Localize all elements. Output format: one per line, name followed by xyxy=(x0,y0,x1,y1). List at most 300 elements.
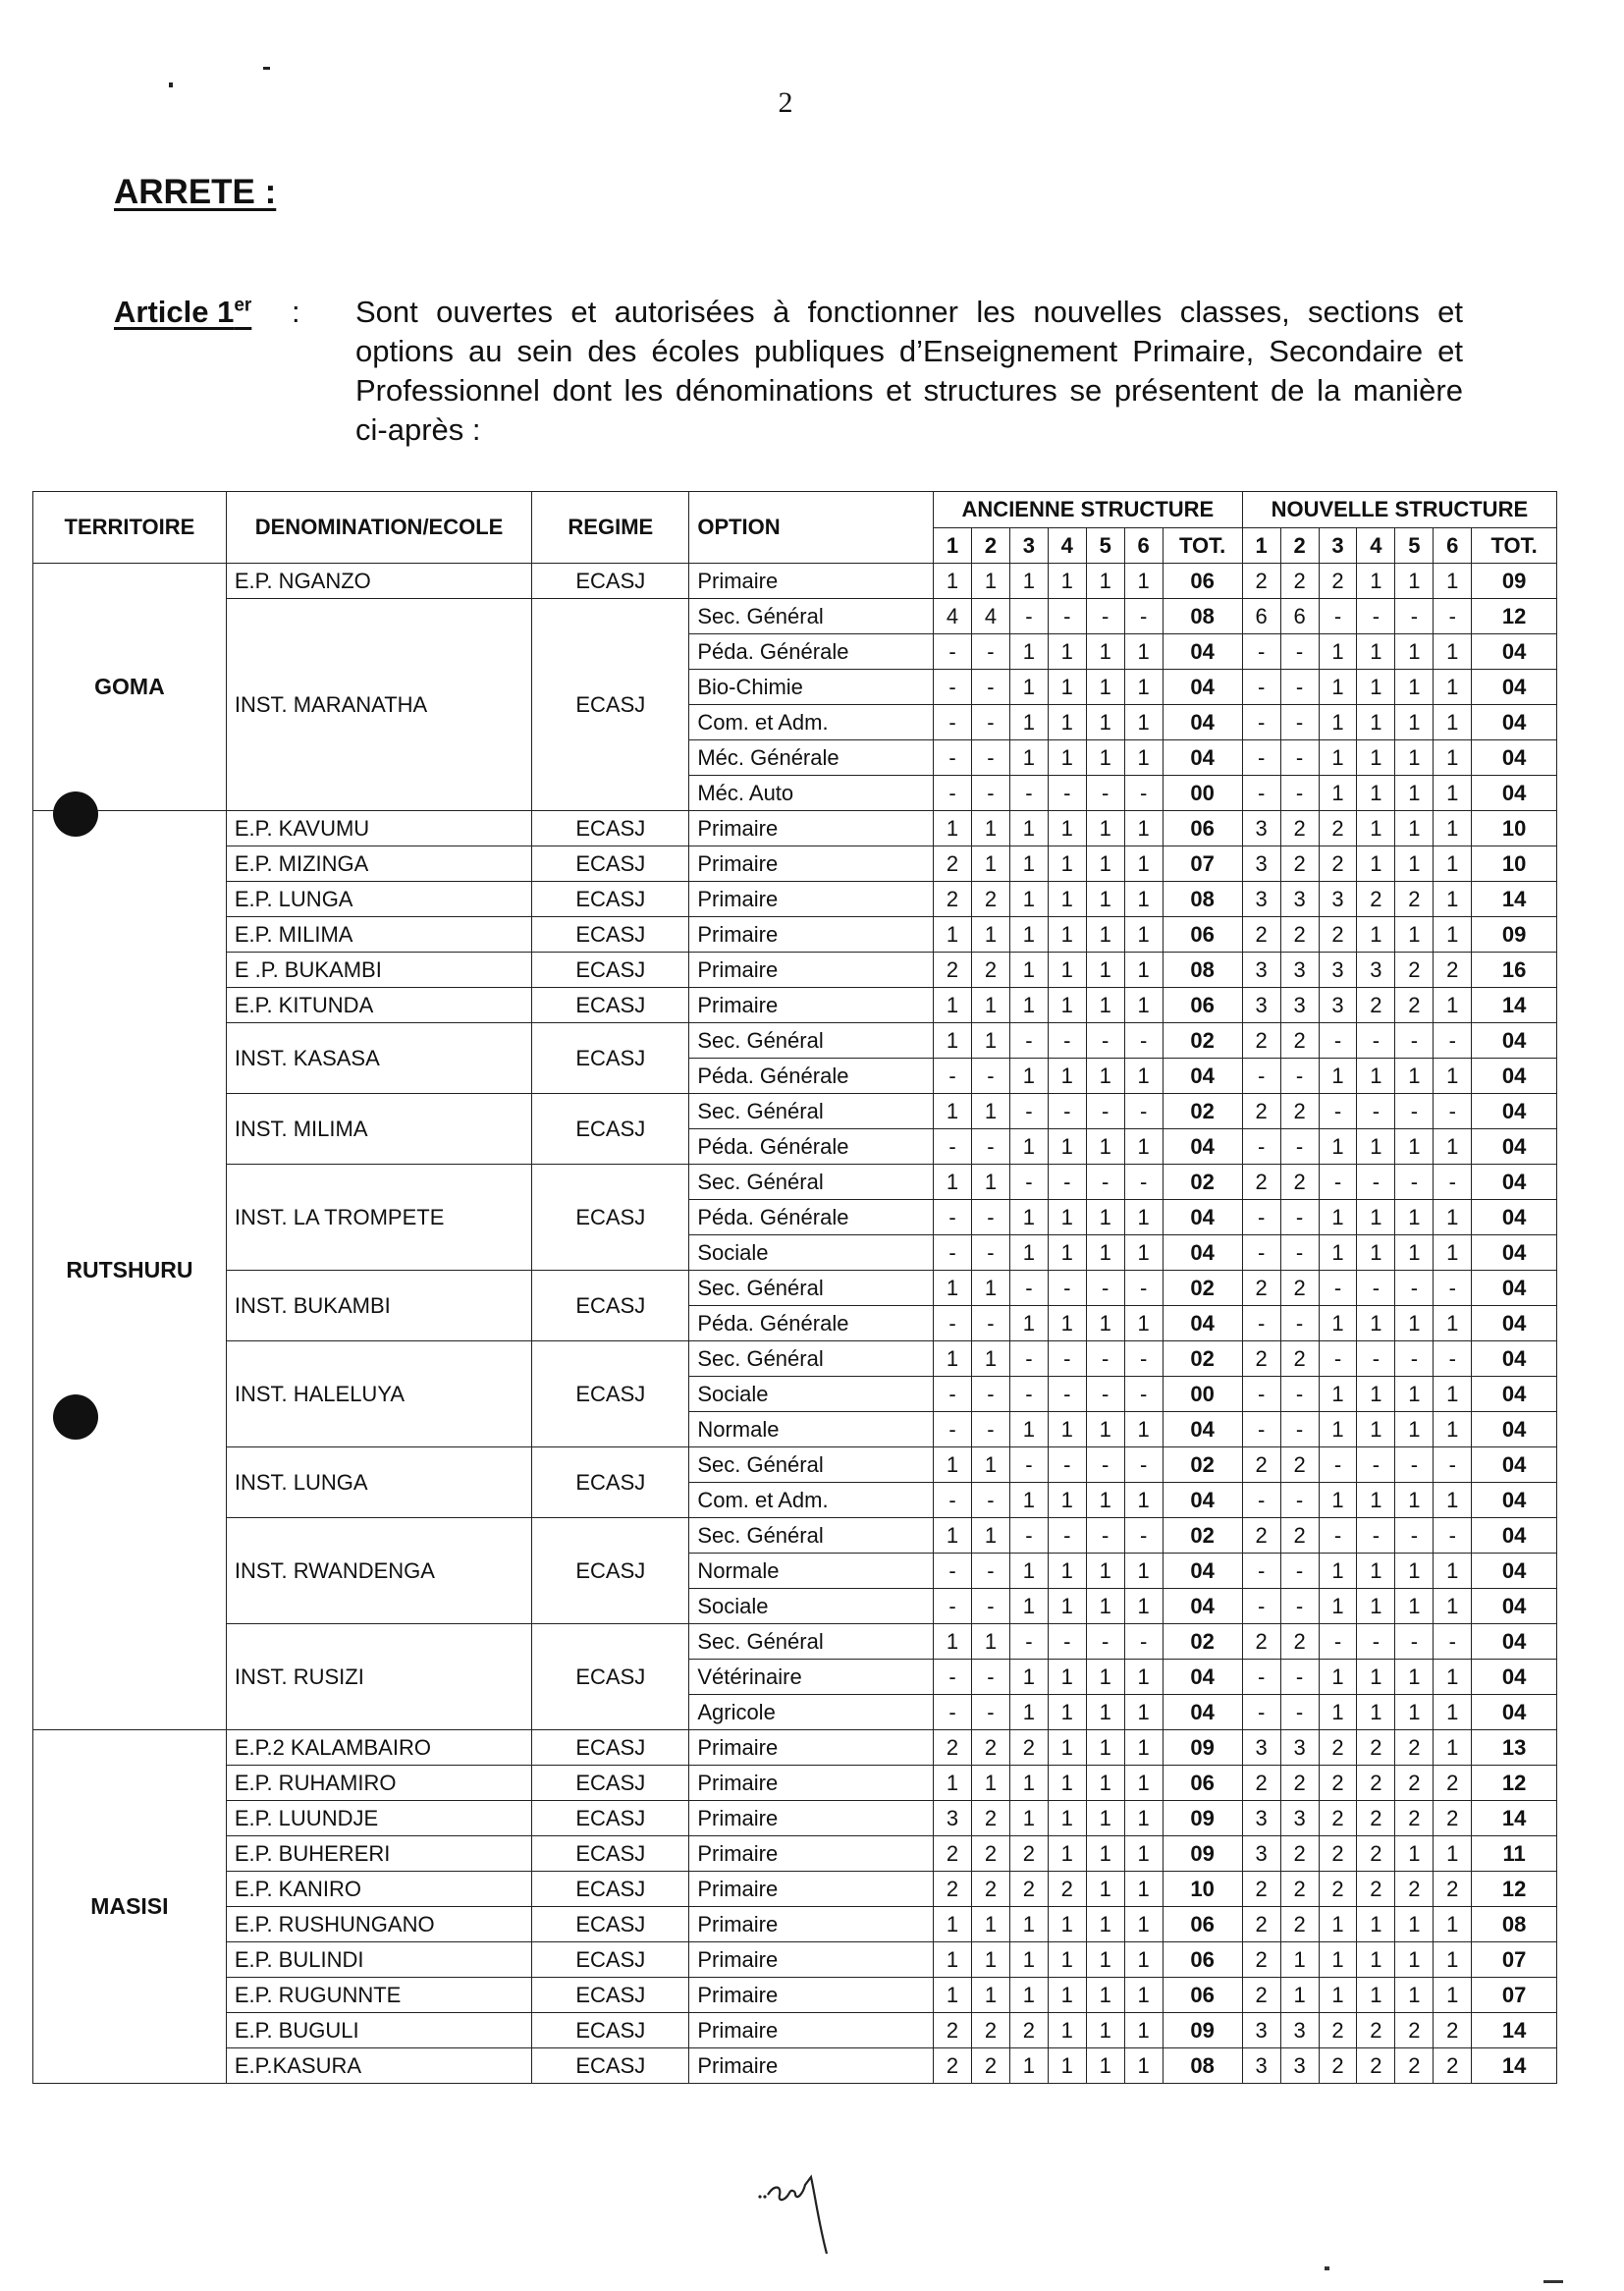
new-structure-total-cell: 04 xyxy=(1472,1341,1557,1377)
old-structure-year-1-cell: 3 xyxy=(934,1801,972,1836)
new-structure-year-2-cell: 3 xyxy=(1280,1801,1319,1836)
new-structure-year-2-cell: - xyxy=(1280,1235,1319,1271)
scan-speck xyxy=(1325,2266,1329,2270)
option-cell: Primaire xyxy=(689,2013,934,2048)
old-structure-year-3-cell: 1 xyxy=(1009,1589,1048,1624)
old-structure-year-3-cell: - xyxy=(1009,1447,1048,1483)
old-structure-year-6-cell: 1 xyxy=(1124,988,1163,1023)
old-structure-year-1-cell: - xyxy=(934,1129,972,1165)
new-structure-year-6-cell: 1 xyxy=(1434,1483,1472,1518)
old-structure-year-4-cell: 1 xyxy=(1048,1836,1086,1872)
new-structure-year-3-cell: 2 xyxy=(1319,811,1357,846)
old-structure-year-5-cell: 1 xyxy=(1086,564,1124,599)
old-structure-total-cell: 04 xyxy=(1163,1059,1242,1094)
new-structure-year-6-cell: 1 xyxy=(1434,1836,1472,1872)
new-structure-year-4-cell: 2 xyxy=(1357,1872,1395,1907)
old-structure-year-3-cell: 2 xyxy=(1009,1836,1048,1872)
old-structure-year-6-cell: - xyxy=(1124,776,1163,811)
new-structure-year-2-cell: 2 xyxy=(1280,1872,1319,1907)
new-structure-year-2-cell: 2 xyxy=(1280,1836,1319,1872)
new-structure-year-1-cell: 2 xyxy=(1242,1518,1280,1554)
old-structure-year-1-cell: - xyxy=(934,1235,972,1271)
old-structure-total-cell: 08 xyxy=(1163,953,1242,988)
old-structure-year-4-cell: - xyxy=(1048,1271,1086,1306)
new-structure-year-5-cell: 1 xyxy=(1395,1412,1434,1447)
old-structure-year-3-cell: 1 xyxy=(1009,1200,1048,1235)
new-structure-year-5-cell: 2 xyxy=(1395,1730,1434,1766)
new-structure-year-5-cell: 2 xyxy=(1395,2013,1434,2048)
old-structure-year-4-cell: 1 xyxy=(1048,1907,1086,1942)
new-structure-year-5-cell: - xyxy=(1395,599,1434,634)
header-old-6: 6 xyxy=(1124,528,1163,564)
new-structure-year-4-cell: 1 xyxy=(1357,1660,1395,1695)
old-structure-year-2-cell: 1 xyxy=(971,1907,1009,1942)
old-structure-year-1-cell: 1 xyxy=(934,1942,972,1978)
old-structure-year-2-cell: - xyxy=(971,1660,1009,1695)
old-structure-year-6-cell: 1 xyxy=(1124,1412,1163,1447)
new-structure-year-6-cell: 1 xyxy=(1434,776,1472,811)
header-old-5: 5 xyxy=(1086,528,1124,564)
old-structure-year-2-cell: - xyxy=(971,776,1009,811)
new-structure-year-6-cell: 2 xyxy=(1434,1872,1472,1907)
new-structure-year-1-cell: - xyxy=(1242,1059,1280,1094)
old-structure-year-5-cell: 1 xyxy=(1086,1766,1124,1801)
option-cell: Primaire xyxy=(689,2048,934,2084)
new-structure-year-5-cell: - xyxy=(1395,1023,1434,1059)
header-old-4: 4 xyxy=(1048,528,1086,564)
new-structure-total-cell: 14 xyxy=(1472,2048,1557,2084)
old-structure-year-5-cell: 1 xyxy=(1086,1872,1124,1907)
new-structure-year-4-cell: 1 xyxy=(1357,1235,1395,1271)
old-structure-year-3-cell: 1 xyxy=(1009,705,1048,740)
new-structure-total-cell: 04 xyxy=(1472,1377,1557,1412)
old-structure-total-cell: 02 xyxy=(1163,1094,1242,1129)
old-structure-total-cell: 00 xyxy=(1163,776,1242,811)
old-structure-year-6-cell: 1 xyxy=(1124,846,1163,882)
new-structure-year-3-cell: 3 xyxy=(1319,988,1357,1023)
option-cell: Sec. Général xyxy=(689,1094,934,1129)
school-name-cell: E.P. BULINDI xyxy=(226,1942,531,1978)
new-structure-year-3-cell: 1 xyxy=(1319,1483,1357,1518)
new-structure-year-6-cell: - xyxy=(1434,1271,1472,1306)
new-structure-year-1-cell: - xyxy=(1242,670,1280,705)
new-structure-year-4-cell: 1 xyxy=(1357,846,1395,882)
old-structure-year-4-cell: 1 xyxy=(1048,1235,1086,1271)
old-structure-year-5-cell: 1 xyxy=(1086,1412,1124,1447)
new-structure-year-2-cell: - xyxy=(1280,1554,1319,1589)
old-structure-total-cell: 04 xyxy=(1163,740,1242,776)
old-structure-year-2-cell: - xyxy=(971,1589,1009,1624)
new-structure-year-2-cell: - xyxy=(1280,1059,1319,1094)
new-structure-year-2-cell: - xyxy=(1280,1129,1319,1165)
new-structure-year-6-cell: 2 xyxy=(1434,1766,1472,1801)
option-cell: Sec. Général xyxy=(689,1624,934,1660)
table-row xyxy=(33,1978,1557,2013)
new-structure-year-6-cell: 1 xyxy=(1434,1660,1472,1695)
new-structure-year-1-cell: - xyxy=(1242,634,1280,670)
table-row xyxy=(33,1341,1557,1377)
new-structure-year-5-cell: 2 xyxy=(1395,2048,1434,2084)
new-structure-total-cell: 04 xyxy=(1472,1660,1557,1695)
article-label xyxy=(114,295,251,330)
new-structure-year-6-cell: 1 xyxy=(1434,811,1472,846)
territory-cell: MASISI xyxy=(33,1730,227,2084)
new-structure-total-cell: 04 xyxy=(1472,776,1557,811)
regime-cell: ECASJ xyxy=(532,953,689,988)
regime-cell: ECASJ xyxy=(532,1801,689,1836)
old-structure-year-3-cell: 1 xyxy=(1009,740,1048,776)
old-structure-total-cell: 09 xyxy=(1163,1801,1242,1836)
old-structure-year-2-cell: 1 xyxy=(971,1023,1009,1059)
old-structure-year-3-cell: 2 xyxy=(1009,1872,1048,1907)
new-structure-year-5-cell: 1 xyxy=(1395,740,1434,776)
option-cell: Normale xyxy=(689,1412,934,1447)
table-row xyxy=(33,1447,1557,1483)
new-structure-year-3-cell: 1 xyxy=(1319,1942,1357,1978)
old-structure-total-cell: 04 xyxy=(1163,1306,1242,1341)
old-structure-year-5-cell: 1 xyxy=(1086,740,1124,776)
old-structure-year-2-cell: - xyxy=(971,1695,1009,1730)
old-structure-year-5-cell: 1 xyxy=(1086,1306,1124,1341)
new-structure-year-5-cell: 1 xyxy=(1395,776,1434,811)
new-structure-year-1-cell: 2 xyxy=(1242,1023,1280,1059)
new-structure-total-cell: 04 xyxy=(1472,1447,1557,1483)
option-cell: Sociale xyxy=(689,1377,934,1412)
new-structure-year-3-cell: 2 xyxy=(1319,1766,1357,1801)
signature-initials xyxy=(756,2155,864,2273)
school-name-cell: INST. MARANATHA xyxy=(226,599,531,811)
new-structure-year-1-cell: 2 xyxy=(1242,1766,1280,1801)
new-structure-year-4-cell: 2 xyxy=(1357,2013,1395,2048)
old-structure-total-cell: 02 xyxy=(1163,1447,1242,1483)
old-structure-year-4-cell: - xyxy=(1048,1518,1086,1554)
old-structure-year-1-cell: 1 xyxy=(934,1978,972,2013)
old-structure-year-1-cell: 1 xyxy=(934,1341,972,1377)
old-structure-total-cell: 06 xyxy=(1163,564,1242,599)
old-structure-year-3-cell: 1 xyxy=(1009,1942,1048,1978)
new-structure-year-3-cell: 1 xyxy=(1319,776,1357,811)
new-structure-year-1-cell: 3 xyxy=(1242,882,1280,917)
new-structure-year-5-cell: 2 xyxy=(1395,1766,1434,1801)
old-structure-year-1-cell: 1 xyxy=(934,1766,972,1801)
old-structure-year-3-cell: 1 xyxy=(1009,2048,1048,2084)
old-structure-year-2-cell: - xyxy=(971,740,1009,776)
old-structure-total-cell: 02 xyxy=(1163,1023,1242,1059)
new-structure-year-3-cell: 1 xyxy=(1319,1660,1357,1695)
new-structure-year-3-cell: 2 xyxy=(1319,917,1357,953)
old-structure-year-2-cell: - xyxy=(971,1412,1009,1447)
old-structure-year-6-cell: 1 xyxy=(1124,705,1163,740)
new-structure-year-6-cell: 1 xyxy=(1434,1695,1472,1730)
new-structure-year-3-cell: 2 xyxy=(1319,1730,1357,1766)
table-row xyxy=(33,1023,1557,1059)
new-structure-year-3-cell: - xyxy=(1319,1624,1357,1660)
old-structure-year-5-cell: - xyxy=(1086,1447,1124,1483)
old-structure-year-6-cell: - xyxy=(1124,1447,1163,1483)
old-structure-year-2-cell: 1 xyxy=(971,1341,1009,1377)
old-structure-year-1-cell: 2 xyxy=(934,2013,972,2048)
old-structure-year-2-cell: - xyxy=(971,1200,1009,1235)
old-structure-year-3-cell: - xyxy=(1009,599,1048,634)
new-structure-year-2-cell: 2 xyxy=(1280,811,1319,846)
old-structure-total-cell: 09 xyxy=(1163,2013,1242,2048)
new-structure-year-1-cell: - xyxy=(1242,1695,1280,1730)
old-structure-year-2-cell: - xyxy=(971,1483,1009,1518)
new-structure-year-5-cell: 1 xyxy=(1395,1660,1434,1695)
old-structure-total-cell: 04 xyxy=(1163,1589,1242,1624)
new-structure-total-cell: 04 xyxy=(1472,1059,1557,1094)
regime-cell: ECASJ xyxy=(532,599,689,811)
new-structure-year-1-cell: - xyxy=(1242,1129,1280,1165)
old-structure-year-5-cell: - xyxy=(1086,1023,1124,1059)
new-structure-total-cell: 04 xyxy=(1472,1518,1557,1554)
new-structure-year-2-cell: 2 xyxy=(1280,1023,1319,1059)
new-structure-total-cell: 14 xyxy=(1472,1801,1557,1836)
new-structure-year-2-cell: 2 xyxy=(1280,1094,1319,1129)
old-structure-year-3-cell: - xyxy=(1009,1271,1048,1306)
old-structure-year-2-cell: 1 xyxy=(971,564,1009,599)
old-structure-total-cell: 07 xyxy=(1163,846,1242,882)
old-structure-year-5-cell: - xyxy=(1086,1094,1124,1129)
school-name-cell: E .P. BUKAMBI xyxy=(226,953,531,988)
new-structure-year-5-cell: 1 xyxy=(1395,1235,1434,1271)
regime-cell: ECASJ xyxy=(532,1023,689,1094)
table-row xyxy=(33,599,1557,634)
new-structure-year-3-cell: - xyxy=(1319,1518,1357,1554)
old-structure-year-6-cell: 1 xyxy=(1124,1235,1163,1271)
old-structure-year-1-cell: 1 xyxy=(934,1624,972,1660)
old-structure-year-2-cell: 2 xyxy=(971,1730,1009,1766)
old-structure-total-cell: 06 xyxy=(1163,1942,1242,1978)
old-structure-year-3-cell: - xyxy=(1009,776,1048,811)
option-cell: Péda. Générale xyxy=(689,634,934,670)
old-structure-year-3-cell: 1 xyxy=(1009,564,1048,599)
old-structure-year-4-cell: 1 xyxy=(1048,705,1086,740)
new-structure-total-cell: 04 xyxy=(1472,705,1557,740)
new-structure-year-2-cell: - xyxy=(1280,670,1319,705)
option-cell: Primaire xyxy=(689,882,934,917)
school-name-cell: E.P.KASURA xyxy=(226,2048,531,2084)
option-cell: Primaire xyxy=(689,1978,934,2013)
new-structure-year-5-cell: 1 xyxy=(1395,670,1434,705)
new-structure-year-3-cell: 1 xyxy=(1319,1200,1357,1235)
new-structure-year-5-cell: - xyxy=(1395,1165,1434,1200)
option-cell: Primaire xyxy=(689,1730,934,1766)
new-structure-year-1-cell: - xyxy=(1242,1306,1280,1341)
old-structure-year-6-cell: 1 xyxy=(1124,1872,1163,1907)
new-structure-year-2-cell: 2 xyxy=(1280,564,1319,599)
old-structure-year-5-cell: 1 xyxy=(1086,2048,1124,2084)
new-structure-year-4-cell: - xyxy=(1357,1271,1395,1306)
new-structure-year-5-cell: 1 xyxy=(1395,1129,1434,1165)
new-structure-year-6-cell: 1 xyxy=(1434,1200,1472,1235)
new-structure-year-1-cell: 3 xyxy=(1242,2013,1280,2048)
old-structure-year-2-cell: - xyxy=(971,1377,1009,1412)
old-structure-year-5-cell: 1 xyxy=(1086,2013,1124,2048)
new-structure-year-3-cell: 1 xyxy=(1319,670,1357,705)
new-structure-year-6-cell: 1 xyxy=(1434,1235,1472,1271)
new-structure-year-5-cell: 1 xyxy=(1395,846,1434,882)
new-structure-year-5-cell: 2 xyxy=(1395,1801,1434,1836)
old-structure-total-cell: 04 xyxy=(1163,1554,1242,1589)
new-structure-year-2-cell: 2 xyxy=(1280,1624,1319,1660)
new-structure-year-3-cell: 2 xyxy=(1319,2013,1357,2048)
new-structure-total-cell: 14 xyxy=(1472,882,1557,917)
old-structure-year-1-cell: - xyxy=(934,776,972,811)
table-row xyxy=(33,1942,1557,1978)
old-structure-year-4-cell: - xyxy=(1048,1447,1086,1483)
regime-cell: ECASJ xyxy=(532,1978,689,2013)
new-structure-year-4-cell: 1 xyxy=(1357,564,1395,599)
old-structure-year-5-cell: 1 xyxy=(1086,705,1124,740)
new-structure-year-1-cell: 2 xyxy=(1242,917,1280,953)
new-structure-year-3-cell: 1 xyxy=(1319,1695,1357,1730)
old-structure-year-1-cell: - xyxy=(934,1412,972,1447)
new-structure-total-cell: 04 xyxy=(1472,1589,1557,1624)
old-structure-year-4-cell: - xyxy=(1048,599,1086,634)
old-structure-year-6-cell: - xyxy=(1124,1341,1163,1377)
old-structure-year-6-cell: 1 xyxy=(1124,740,1163,776)
old-structure-year-5-cell: 1 xyxy=(1086,1059,1124,1094)
new-structure-year-6-cell: 1 xyxy=(1434,1554,1472,1589)
old-structure-year-2-cell: 1 xyxy=(971,811,1009,846)
new-structure-year-4-cell: 1 xyxy=(1357,705,1395,740)
header-old-tot: TOT. xyxy=(1163,528,1242,564)
option-cell: Méc. Générale xyxy=(689,740,934,776)
new-structure-year-1-cell: - xyxy=(1242,740,1280,776)
header-old-2: 2 xyxy=(971,528,1009,564)
new-structure-year-3-cell: - xyxy=(1319,1447,1357,1483)
new-structure-year-4-cell: 1 xyxy=(1357,1978,1395,2013)
old-structure-year-1-cell: 1 xyxy=(934,988,972,1023)
new-structure-year-1-cell: - xyxy=(1242,1412,1280,1447)
option-cell: Sec. Général xyxy=(689,1447,934,1483)
old-structure-year-4-cell: 1 xyxy=(1048,1801,1086,1836)
old-structure-year-1-cell: - xyxy=(934,1660,972,1695)
school-name-cell: INST. MILIMA xyxy=(226,1094,531,1165)
school-name-cell: E.P. KITUNDA xyxy=(226,988,531,1023)
new-structure-year-3-cell: 3 xyxy=(1319,882,1357,917)
new-structure-year-1-cell: - xyxy=(1242,1589,1280,1624)
old-structure-year-2-cell: - xyxy=(971,705,1009,740)
new-structure-year-6-cell: 1 xyxy=(1434,882,1472,917)
new-structure-total-cell: 04 xyxy=(1472,1306,1557,1341)
new-structure-year-3-cell: 1 xyxy=(1319,740,1357,776)
new-structure-year-6-cell: - xyxy=(1434,1094,1472,1129)
new-structure-year-1-cell: - xyxy=(1242,1200,1280,1235)
option-cell: Péda. Générale xyxy=(689,1200,934,1235)
school-name-cell: E.P. KAVUMU xyxy=(226,811,531,846)
table-body xyxy=(33,564,1557,2084)
old-structure-year-3-cell: 1 xyxy=(1009,1660,1048,1695)
scan-speck xyxy=(263,67,270,70)
new-structure-year-2-cell: - xyxy=(1280,1412,1319,1447)
old-structure-year-3-cell: 1 xyxy=(1009,1695,1048,1730)
table-row xyxy=(33,564,1557,599)
school-name-cell: E.P.2 KALAMBAIRO xyxy=(226,1730,531,1766)
old-structure-year-1-cell: - xyxy=(934,1554,972,1589)
header-denomination: DENOMINATION/ECOLE xyxy=(226,492,531,564)
new-structure-year-2-cell: 2 xyxy=(1280,1766,1319,1801)
old-structure-year-3-cell: 1 xyxy=(1009,988,1048,1023)
header-ancienne-structure: ANCIENNE STRUCTURE xyxy=(934,492,1243,528)
new-structure-year-1-cell: 6 xyxy=(1242,599,1280,634)
table-row xyxy=(33,882,1557,917)
new-structure-year-4-cell: 1 xyxy=(1357,917,1395,953)
regime-cell: ECASJ xyxy=(532,1766,689,1801)
old-structure-year-5-cell: 1 xyxy=(1086,882,1124,917)
new-structure-year-1-cell: 2 xyxy=(1242,1165,1280,1200)
school-name-cell: E.P. RUSHUNGANO xyxy=(226,1907,531,1942)
scan-speck xyxy=(1543,2280,1563,2283)
old-structure-total-cell: 02 xyxy=(1163,1518,1242,1554)
old-structure-year-2-cell: 2 xyxy=(971,1872,1009,1907)
new-structure-year-3-cell: 1 xyxy=(1319,1235,1357,1271)
old-structure-total-cell: 04 xyxy=(1163,1412,1242,1447)
new-structure-year-5-cell: 1 xyxy=(1395,811,1434,846)
regime-cell: ECASJ xyxy=(532,1907,689,1942)
option-cell: Primaire xyxy=(689,1801,934,1836)
old-structure-year-3-cell: - xyxy=(1009,1165,1048,1200)
new-structure-year-4-cell: - xyxy=(1357,1341,1395,1377)
new-structure-year-5-cell: - xyxy=(1395,1271,1434,1306)
old-structure-year-6-cell: 1 xyxy=(1124,882,1163,917)
new-structure-year-1-cell: 3 xyxy=(1242,811,1280,846)
new-structure-year-3-cell: 1 xyxy=(1319,1306,1357,1341)
option-cell: Vétérinaire xyxy=(689,1660,934,1695)
old-structure-year-1-cell: - xyxy=(934,740,972,776)
new-structure-year-2-cell: 2 xyxy=(1280,846,1319,882)
new-structure-year-1-cell: 2 xyxy=(1242,1094,1280,1129)
regime-cell: ECASJ xyxy=(532,917,689,953)
option-cell: Méc. Auto xyxy=(689,776,934,811)
new-structure-year-1-cell: 3 xyxy=(1242,988,1280,1023)
new-structure-year-1-cell: 2 xyxy=(1242,1624,1280,1660)
old-structure-total-cell: 02 xyxy=(1163,1271,1242,1306)
old-structure-year-2-cell: 1 xyxy=(971,1271,1009,1306)
table-row xyxy=(33,1730,1557,1766)
new-structure-year-3-cell: - xyxy=(1319,599,1357,634)
new-structure-year-5-cell: 1 xyxy=(1395,917,1434,953)
scan-speck xyxy=(169,82,173,87)
old-structure-year-3-cell: 1 xyxy=(1009,1907,1048,1942)
new-structure-year-6-cell: 1 xyxy=(1434,1942,1472,1978)
old-structure-year-3-cell: 1 xyxy=(1009,1766,1048,1801)
new-structure-year-3-cell: 1 xyxy=(1319,1412,1357,1447)
table-row xyxy=(33,2013,1557,2048)
old-structure-year-1-cell: 1 xyxy=(934,1165,972,1200)
new-structure-year-4-cell: - xyxy=(1357,1518,1395,1554)
old-structure-year-6-cell: 1 xyxy=(1124,1589,1163,1624)
old-structure-year-4-cell: - xyxy=(1048,1165,1086,1200)
old-structure-total-cell: 06 xyxy=(1163,1907,1242,1942)
old-structure-year-5-cell: 1 xyxy=(1086,1589,1124,1624)
new-structure-year-1-cell: 2 xyxy=(1242,564,1280,599)
old-structure-total-cell: 08 xyxy=(1163,2048,1242,2084)
new-structure-year-3-cell: 1 xyxy=(1319,1059,1357,1094)
table-row xyxy=(33,917,1557,953)
new-structure-year-3-cell: 2 xyxy=(1319,1836,1357,1872)
new-structure-total-cell: 14 xyxy=(1472,2013,1557,2048)
new-structure-total-cell: 04 xyxy=(1472,1023,1557,1059)
old-structure-year-4-cell: 1 xyxy=(1048,1554,1086,1589)
new-structure-year-3-cell: 1 xyxy=(1319,1129,1357,1165)
article-text: Sont ouvertes et autorisées à fonctionner les nouvelles classes, sections et options au sein des écoles publiques d’Enseignement Primaire, Secondaire et Professionnel dont les dénominations et structures se présentent de la manière ci-après : xyxy=(355,295,1463,447)
new-structure-year-4-cell: - xyxy=(1357,599,1395,634)
new-structure-year-4-cell: 1 xyxy=(1357,1554,1395,1589)
old-structure-year-6-cell: 1 xyxy=(1124,1978,1163,2013)
new-structure-year-2-cell: 1 xyxy=(1280,1978,1319,2013)
